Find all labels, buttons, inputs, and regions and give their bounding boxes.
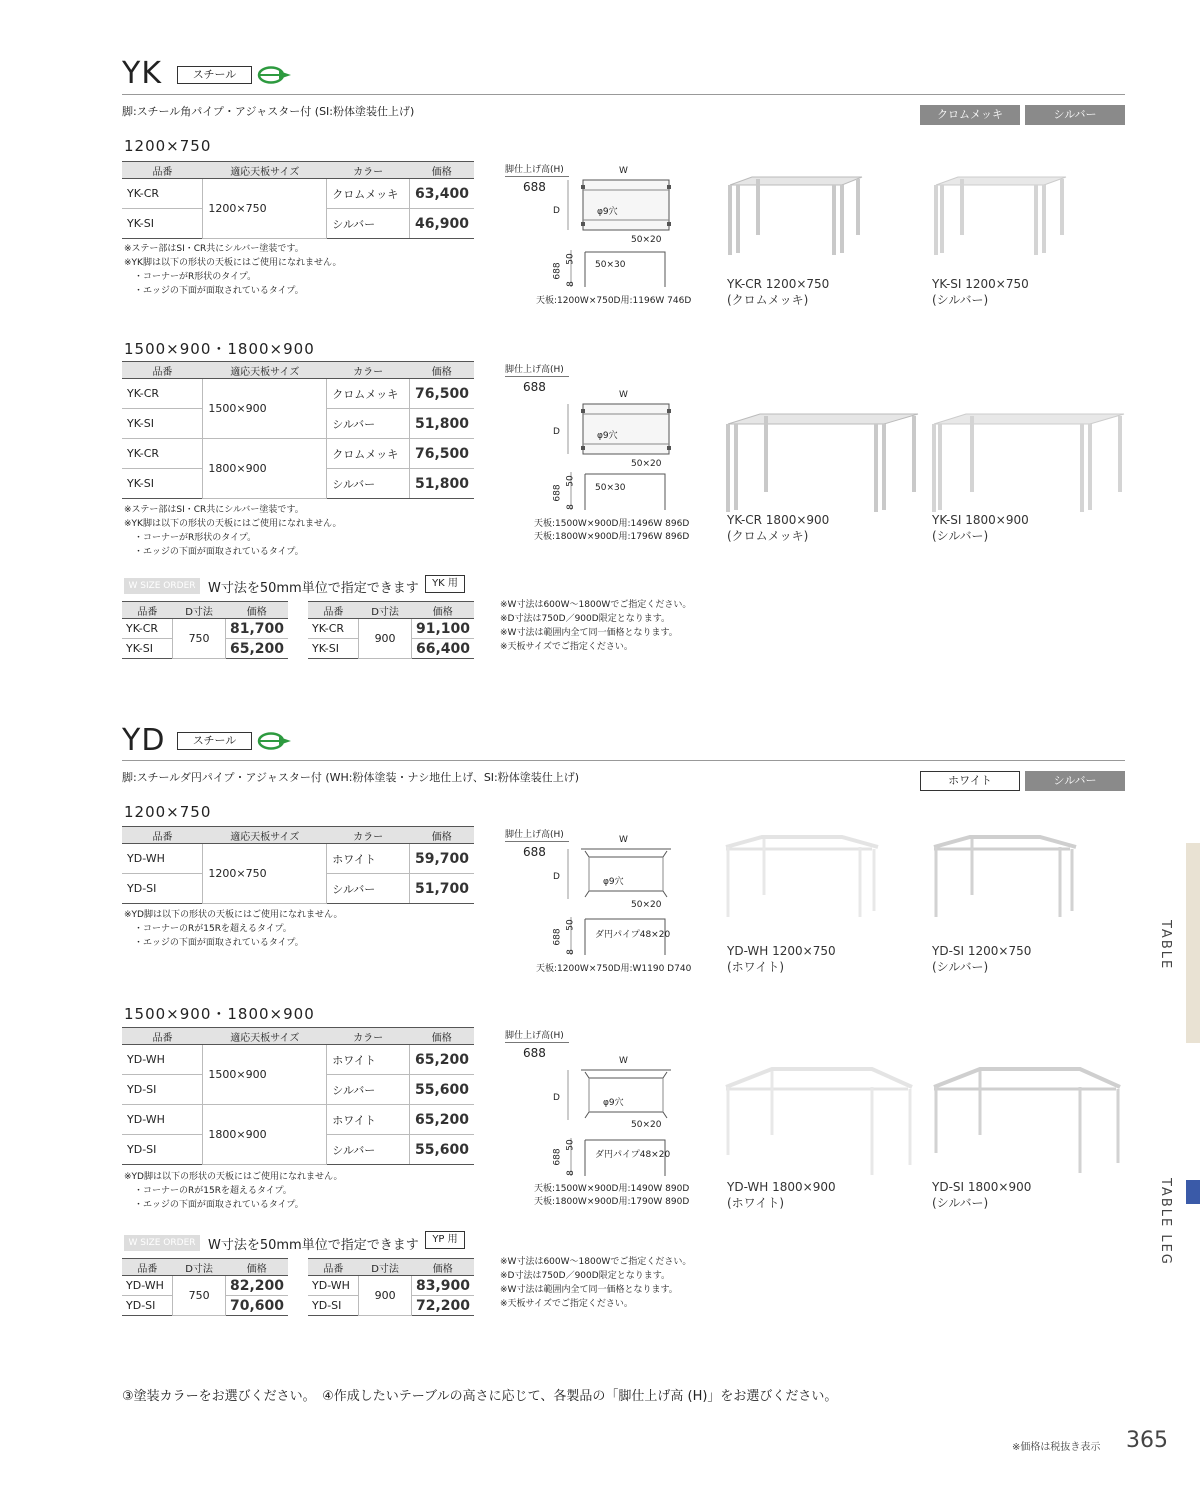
price: 65,200 (225, 639, 288, 659)
height-label: 688 (552, 928, 563, 946)
pipe-label: ダ円パイプ48×20 (595, 930, 671, 940)
note-line: ・エッジの下面が面取されているタイプ。 (134, 1200, 304, 1210)
caption-line: (ホワイト) (727, 1196, 785, 1210)
note-line: ※D寸法は750D／900D限定となります。 (500, 614, 670, 624)
height-label: 50 (565, 919, 576, 931)
col-header: 品番 (122, 827, 203, 844)
col-header: カラー (327, 362, 410, 379)
yd-wsize-text: W寸法を50mm単位で指定できます (208, 1238, 419, 1253)
col-header: 品番 (122, 602, 173, 619)
color-name: シルバー (327, 874, 410, 904)
pipe-label: ダ円パイプ48×20 (595, 1150, 671, 1160)
yk-wsize-text: W寸法を50mm単位で指定できます (208, 581, 419, 596)
d-size: 750 (173, 619, 226, 659)
note-line: ・コーナーのRが15Rを超えるタイプ。 (134, 1186, 292, 1196)
color-name: シルバー (327, 469, 410, 499)
col-header: 適応天板サイズ (203, 362, 327, 379)
top-notes (534, 518, 689, 544)
col-header: D寸法 (173, 1259, 226, 1276)
note-line: ・エッジの下面が面取されているタイプ。 (134, 286, 304, 296)
table-size: 1800×900 (203, 1105, 327, 1165)
note-line: ※YD脚は以下の形状の天板にはご使用になれません。 (124, 910, 343, 920)
table-row (122, 439, 474, 469)
note-line: ※YK脚は以下の形状の天板にはご使用になれません。 (124, 258, 342, 268)
pipe-label: 50×20 (631, 900, 662, 910)
yk-sec1-price-table (122, 161, 474, 239)
caption-line: (シルバー) (932, 1196, 989, 1210)
leg-height-label: 脚仕上げ高(H) (505, 1028, 569, 1043)
dim-w: W (619, 166, 628, 176)
note-line: ※YD脚は以下の形状の天板にはご使用になれません。 (124, 1172, 343, 1182)
yd-sec1-photo-caption-2 (932, 943, 1031, 975)
col-header: 価格 (411, 602, 474, 619)
col-header: 適応天板サイズ (203, 827, 327, 844)
green-mark-icon (257, 66, 293, 84)
product-code: YD-WH (122, 844, 203, 874)
note-line: ※ステー部はSI・CR共にシルバー塗装です。 (124, 505, 304, 515)
yk-sec1-dimension-drawing (505, 162, 705, 312)
height-label: 50 (565, 475, 576, 487)
col-header: 品番 (308, 602, 359, 619)
footer-instructions: ③塗装カラーをお選びください。 ④作成したいテーブルの高さに応じて、各製品の「脚仕上げ高 (H)」をお選びください。 (122, 1389, 838, 1404)
note-line: ※天板サイズでご指定ください。 (500, 642, 633, 652)
caption-line: YD-SI 1200×750 (932, 944, 1032, 958)
caption-line: YD-WH 1200×750 (727, 944, 836, 958)
yk-sec2-price-table (122, 361, 474, 499)
yd-material-badge: スチール (177, 732, 252, 750)
table-row (122, 844, 474, 874)
height-label: 8 (565, 1170, 576, 1176)
product-code: YD-SI (122, 874, 203, 904)
product-code: YK-SI (122, 409, 203, 439)
product-code: YD-SI (308, 1296, 359, 1316)
yk-sec2-dimension-drawing (505, 362, 705, 547)
col-header: 価格 (409, 827, 474, 844)
price: 63,400 (409, 179, 474, 209)
color-name: シルバー (327, 209, 410, 239)
top-note: 天板:1200W×750D用:W1190 D740 (536, 964, 692, 974)
dim-w: W (619, 835, 628, 845)
hole-label: φ9穴 (603, 877, 624, 887)
note-line: ・エッジの下面が面取されているタイプ。 (134, 938, 304, 948)
yd-sec2-notes (124, 1170, 343, 1212)
height-label: 50 (565, 1139, 576, 1151)
price: 66,400 (411, 639, 474, 659)
top-note: 天板:1500W×900D用:1490W 890D (534, 1184, 690, 1194)
plan-view-icon (505, 827, 705, 977)
dim-d: D (553, 1093, 560, 1103)
leg-height-label: 脚仕上げ高(H) (505, 827, 569, 842)
price: 51,800 (409, 409, 474, 439)
note-line: ※YK脚は以下の形状の天板にはご使用になれません。 (124, 519, 342, 529)
price: 51,800 (409, 469, 474, 499)
top-note: 天板:1800W×900D用:1790W 890D (534, 1197, 690, 1207)
note-line: ※W寸法は600W～1800Wでご指定ください。 (500, 1257, 692, 1267)
color-name: シルバー (327, 409, 410, 439)
color-name: ホワイト (327, 844, 410, 874)
yd-si-large-frame-icon (930, 1065, 1125, 1180)
yk-wsize-table-right (308, 601, 474, 659)
yd-description: 脚:スチールダ円パイプ・アジャスター付 (WH:粉体塗装・ナシ地仕上げ、SI:粉体塗装仕上げ) (122, 771, 580, 784)
price: 81,700 (225, 619, 288, 639)
table-size: 1500×900 (203, 379, 327, 439)
yd-sec1-photo-caption-1 (727, 943, 836, 975)
product-code: YD-WH (308, 1276, 359, 1296)
pipe-label: 50×30 (595, 483, 626, 493)
yk-color-tab-silver: シルバー (1025, 105, 1125, 125)
product-code: YK-SI (122, 469, 203, 499)
caption-line: (シルバー) (932, 293, 989, 307)
product-code: YD-SI (122, 1135, 203, 1165)
yk-sec1-size-heading: 1200×750 (124, 137, 212, 155)
price: 55,600 (409, 1075, 474, 1105)
col-header: D寸法 (359, 602, 412, 619)
side-label-table-leg: TABLE LEG (1158, 1178, 1173, 1266)
yk-color-tab-chrome: クロムメッキ (920, 105, 1020, 125)
yk-sec2-size-heading: 1500×900・1800×900 (124, 340, 315, 358)
product-code: YD-WH (122, 1045, 203, 1075)
yd-wsize-for-badge: YP 用 (425, 1231, 465, 1249)
yk-cr-frame-icon (722, 175, 872, 265)
caption-line: (シルバー) (932, 529, 989, 543)
price: 91,100 (411, 619, 474, 639)
pipe-label: 50×20 (631, 1120, 662, 1130)
note-line: ・エッジの下面が面取されているタイプ。 (134, 547, 304, 557)
yk-product-name: YK (122, 56, 162, 91)
top-note: 天板:1800W×900D用:1796W 896D (534, 532, 690, 542)
product-code: YK-CR (122, 179, 203, 209)
yk-wsize-notes (500, 598, 691, 654)
col-header: 品番 (122, 1259, 173, 1276)
product-code: YD-SI (122, 1075, 203, 1105)
yk-si-frame-icon (930, 175, 1080, 265)
leg-height-value: 688 (523, 180, 546, 194)
note-line: ・コーナーのRが15Rを超えるタイプ。 (134, 924, 292, 934)
yk-wsize-for-badge: YK 用 (425, 575, 465, 593)
yd-sec1-notes (124, 908, 343, 950)
height-label: 688 (552, 1148, 563, 1166)
side-label-table: TABLE (1158, 920, 1173, 971)
price: 65,200 (409, 1045, 474, 1075)
d-size: 900 (359, 1276, 412, 1316)
col-header: D寸法 (173, 602, 226, 619)
col-header: 価格 (409, 362, 474, 379)
table-size: 1200×750 (203, 844, 327, 904)
price: 55,600 (409, 1135, 474, 1165)
table-row (122, 179, 474, 209)
product-code: YK-CR (122, 439, 203, 469)
color-name: ホワイト (327, 1045, 410, 1075)
yd-wsize-notes (500, 1255, 691, 1311)
col-header: 価格 (225, 602, 288, 619)
yk-sec2-photo-caption-2 (932, 512, 1029, 544)
note-line: ※W寸法は範囲内全て同一価格となります。 (500, 1285, 678, 1295)
caption-line: (クロムメッキ) (727, 529, 809, 543)
yd-sec2-photo-caption-2 (932, 1179, 1031, 1211)
col-header: 品番 (122, 162, 203, 179)
yk-sec1-photo-caption-2 (932, 276, 1029, 308)
col-header: 価格 (409, 162, 474, 179)
yd-color-tab-silver: シルバー (1025, 771, 1125, 791)
yd-wsize-table-left (122, 1258, 288, 1316)
yd-wsize-badge: W SIZE ORDER (124, 1235, 200, 1251)
dim-d: D (553, 206, 560, 216)
side-section-marker (1186, 1180, 1200, 1204)
col-header: 適応天板サイズ (203, 1028, 327, 1045)
leg-height-label: 脚仕上げ高(H) (505, 162, 569, 177)
col-header: 品番 (308, 1259, 359, 1276)
top-note: 天板:1500W×900D用:1496W 896D (534, 519, 690, 529)
table-row (122, 1105, 474, 1135)
col-header: 適応天板サイズ (203, 162, 327, 179)
caption-line: (シルバー) (932, 960, 989, 974)
yd-sec2-size-heading: 1500×900・1800×900 (124, 1005, 315, 1023)
plan-view-icon (505, 162, 705, 312)
yk-wsize-badge: W SIZE ORDER (124, 578, 200, 594)
price: 72,200 (411, 1296, 474, 1316)
col-header: D寸法 (359, 1259, 412, 1276)
height-label: 8 (565, 504, 576, 510)
price: 46,900 (409, 209, 474, 239)
table-row (308, 619, 474, 639)
side-category-tab (1186, 843, 1200, 1043)
dim-d: D (553, 427, 560, 437)
product-code: YK-SI (122, 209, 203, 239)
yd-sec1-dimension-drawing (505, 827, 705, 977)
d-size: 900 (359, 619, 412, 659)
col-header: カラー (327, 162, 410, 179)
yk-sec2-notes (124, 503, 341, 559)
dim-w: W (619, 1056, 628, 1066)
caption-line: YK-CR 1200×750 (727, 277, 830, 291)
table-row (308, 1276, 474, 1296)
yd-sec1-price-table (122, 826, 474, 904)
hole-label: φ9穴 (597, 431, 618, 441)
yk-cr-large-frame-icon (722, 412, 922, 517)
table-size: 1800×900 (203, 439, 327, 499)
price: 76,500 (409, 439, 474, 469)
yk-sec2-photo-caption-1 (727, 512, 829, 544)
yd-product-name: YD (122, 723, 166, 758)
product-code: YK-CR (308, 619, 359, 639)
note-line: ※W寸法は600W～1800Wでご指定ください。 (500, 600, 692, 610)
yd-wh-frame-icon (722, 835, 882, 925)
color-name: クロムメッキ (327, 179, 410, 209)
page-number: 365 (1126, 1428, 1168, 1453)
col-header: 価格 (411, 1259, 474, 1276)
price: 70,600 (225, 1296, 288, 1316)
price: 76,500 (409, 379, 474, 409)
product-code: YD-WH (122, 1105, 203, 1135)
color-name: クロムメッキ (327, 439, 410, 469)
product-code: YD-WH (122, 1276, 173, 1296)
col-header: 品番 (122, 362, 203, 379)
caption-line: YD-SI 1800×900 (932, 1180, 1032, 1194)
yd-sec2-photo-caption-1 (727, 1179, 836, 1211)
yd-header-line (122, 760, 1125, 761)
yd-si-frame-icon (930, 835, 1080, 925)
d-size: 750 (173, 1276, 226, 1316)
yk-si-large-frame-icon (930, 412, 1130, 517)
height-label: 8 (565, 949, 576, 955)
note-line: ※D寸法は750D／900D限定となります。 (500, 1271, 670, 1281)
table-row (122, 1045, 474, 1075)
pipe-label: 50×20 (631, 459, 662, 469)
height-label: 50 (565, 253, 576, 265)
price: 65,200 (409, 1105, 474, 1135)
yk-wsize-table-left (122, 601, 288, 659)
product-code: YK-CR (122, 379, 203, 409)
leg-height-value: 688 (523, 845, 546, 859)
yd-sec2-dimension-drawing (505, 1028, 705, 1213)
note-line: ※天板サイズでご指定ください。 (500, 1299, 633, 1309)
yd-color-tab-white: ホワイト (920, 771, 1020, 791)
table-size: 1500×900 (203, 1045, 327, 1105)
caption-line: YK-SI 1200×750 (932, 277, 1029, 291)
leg-height-value: 688 (523, 1046, 546, 1060)
height-label: 8 (565, 281, 576, 287)
color-name: ホワイト (327, 1105, 410, 1135)
hole-label: φ9穴 (597, 207, 618, 217)
caption-line: YD-WH 1800×900 (727, 1180, 836, 1194)
caption-line: (クロムメッキ) (727, 293, 809, 307)
color-name: シルバー (327, 1135, 410, 1165)
height-label: 688 (552, 262, 563, 280)
pipe-label: 50×20 (631, 235, 662, 245)
top-notes (534, 1183, 689, 1209)
caption-line: YK-SI 1800×900 (932, 513, 1029, 527)
col-header: カラー (327, 1028, 410, 1045)
note-line: ・コーナーがR形状のタイプ。 (134, 533, 257, 543)
yk-material-badge: スチール (177, 66, 252, 84)
note-line: ※W寸法は範囲内全て同一価格となります。 (500, 628, 678, 638)
green-mark-icon (257, 732, 293, 750)
note-line: ※ステー部はSI・CR共にシルバー塗装です。 (124, 244, 304, 254)
price: 82,200 (225, 1276, 288, 1296)
dim-d: D (553, 872, 560, 882)
col-header: 価格 (409, 1028, 474, 1045)
price: 59,700 (409, 844, 474, 874)
product-code: YK-SI (308, 639, 359, 659)
price: 83,900 (411, 1276, 474, 1296)
leg-height-label: 脚仕上げ高(H) (505, 362, 569, 377)
dim-w: W (619, 390, 628, 400)
pipe-label: 50×30 (595, 260, 626, 270)
table-row (122, 379, 474, 409)
table-row (122, 1276, 288, 1296)
color-name: クロムメッキ (327, 379, 410, 409)
product-code: YK-CR (122, 619, 173, 639)
top-note: 天板:1200W×750D用:1196W 746D (536, 296, 692, 306)
yk-sec1-notes (124, 242, 341, 298)
price: 51,700 (409, 874, 474, 904)
yk-header-line (122, 94, 1125, 95)
yd-sec2-price-table (122, 1027, 474, 1165)
col-header: カラー (327, 827, 410, 844)
leg-height-value: 688 (523, 380, 546, 394)
color-name: シルバー (327, 1075, 410, 1105)
height-label: 688 (552, 484, 563, 502)
product-code: YK-SI (122, 639, 173, 659)
hole-label: φ9穴 (603, 1098, 624, 1108)
caption-line: YK-CR 1800×900 (727, 513, 830, 527)
col-header: 品番 (122, 1028, 203, 1045)
table-size: 1200×750 (203, 179, 327, 239)
table-row (122, 619, 288, 639)
yk-sec1-photo-caption-1 (727, 276, 829, 308)
yd-wsize-table-right (308, 1258, 474, 1316)
col-header: 価格 (225, 1259, 288, 1276)
caption-line: (ホワイト) (727, 960, 785, 974)
yd-wh-large-frame-icon (722, 1065, 917, 1180)
yk-description: 脚:スチール角パイプ・アジャスター付 (SI:粉体塗装仕上げ) (122, 105, 415, 118)
tax-note: ※価格は税抜き表示 (1012, 1442, 1101, 1453)
product-code: YD-SI (122, 1296, 173, 1316)
yd-sec1-size-heading: 1200×750 (124, 803, 212, 821)
note-line: ・コーナーがR形状のタイプ。 (134, 272, 257, 282)
